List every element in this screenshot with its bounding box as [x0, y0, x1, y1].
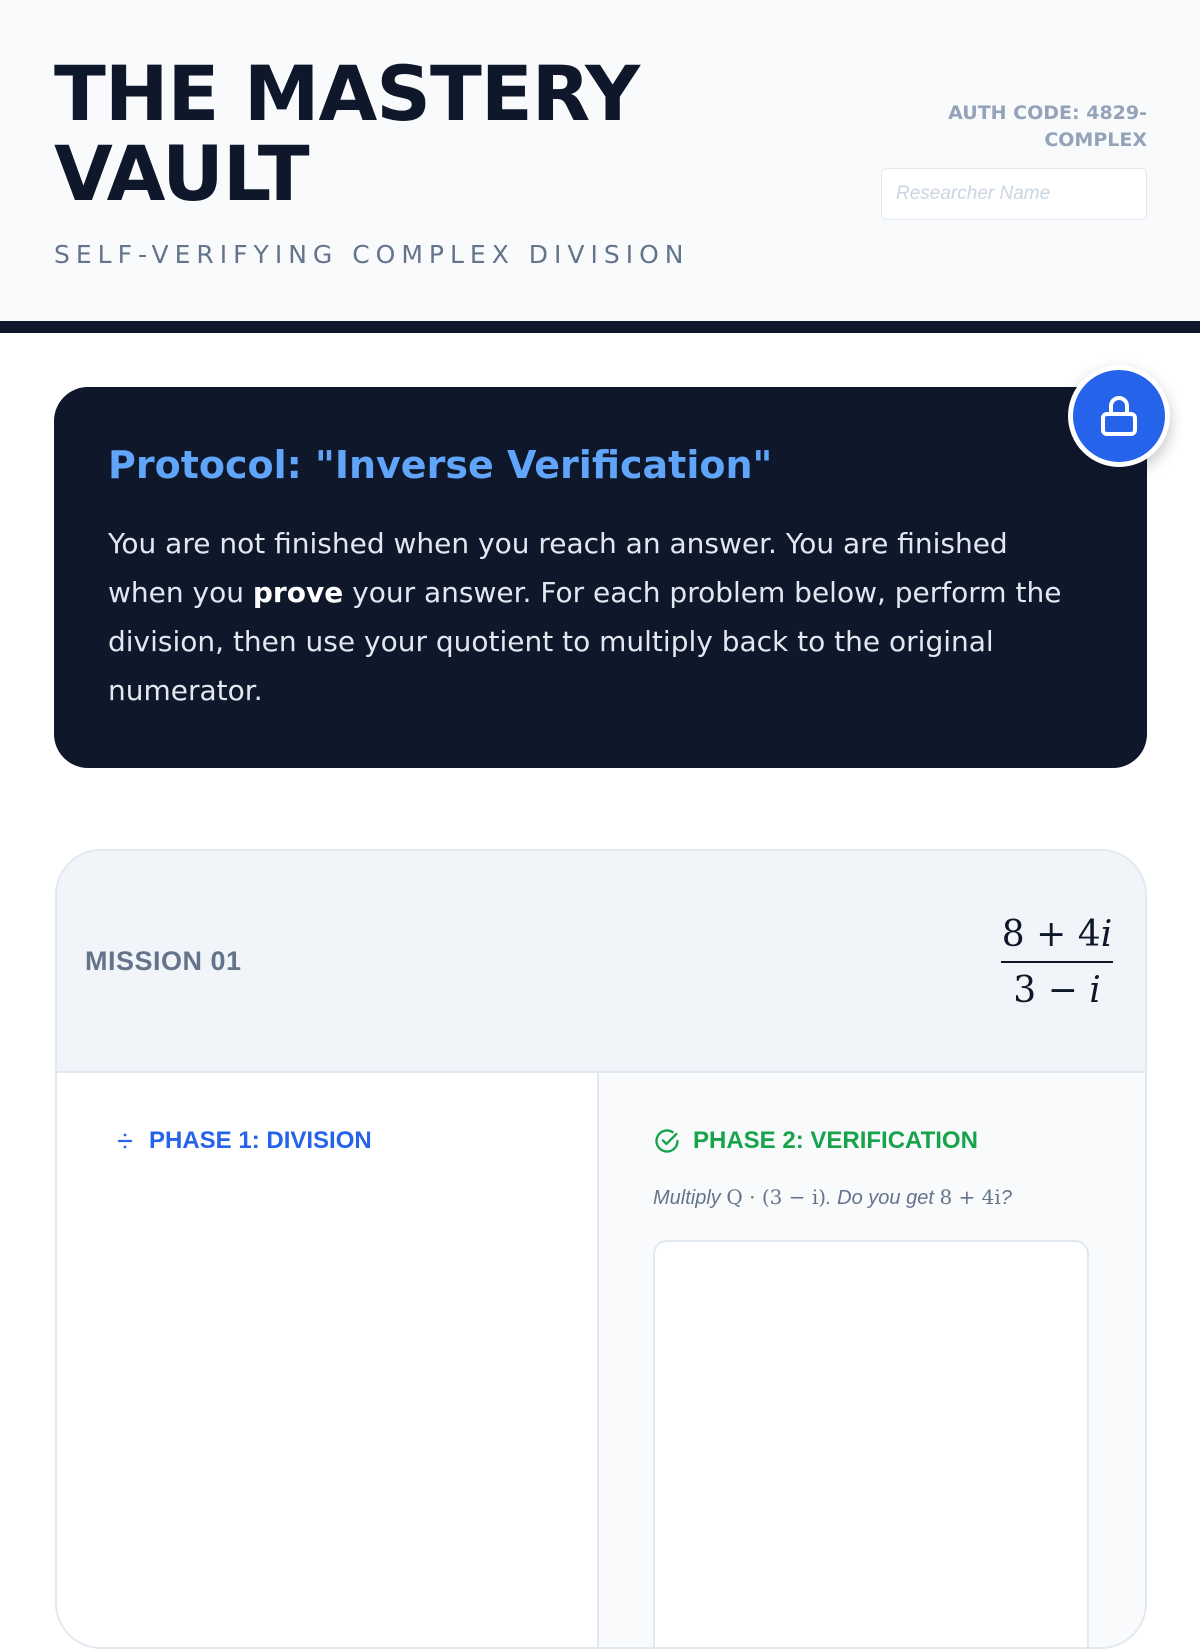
protocol-title: Protocol: "Inverse Verification": [108, 443, 773, 487]
page-title: THE MASTERY VAULT: [54, 49, 640, 218]
verification-workspace[interactable]: [653, 1240, 1089, 1649]
phase1-panel[interactable]: [57, 1073, 599, 1649]
fraction-bar: [1001, 961, 1113, 963]
numerator-imag-unit: i: [1100, 914, 1113, 955]
auth-code: AUTH CODE: 4829-COMPLEX: [948, 102, 1147, 151]
prompt-text-1: Multiply: [653, 1187, 727, 1209]
fraction-numerator: [1001, 913, 1113, 957]
lock-badge: [1068, 365, 1170, 467]
denominator-imag-unit: i: [1089, 970, 1101, 1011]
numerator-imag-coeff: 4: [1077, 914, 1101, 955]
page-header: [0, 0, 1200, 333]
fraction-denominator: [1001, 969, 1113, 1013]
numerator-real: 8: [1001, 914, 1025, 955]
phase1-label: PHASE 1: DIVISION: [149, 1127, 372, 1154]
phase2-label: PHASE 2: VERIFICATION: [693, 1127, 978, 1154]
verification-prompt: [653, 1185, 1012, 1210]
denominator-operator: −: [1047, 970, 1078, 1011]
lock-icon: [1095, 392, 1143, 440]
protocol-body-start: You are not finished when you reach an answer. You are finished when you: [108, 527, 1008, 609]
divide-icon: [113, 1129, 137, 1153]
numerator-operator: +: [1036, 914, 1067, 955]
researcher-name-input[interactable]: [881, 168, 1147, 220]
mission-card: [55, 849, 1147, 1649]
protocol-body-emphasis: prove: [252, 576, 344, 609]
denominator-real: 3: [1013, 970, 1037, 1011]
prompt-text-3: ?: [1000, 1187, 1012, 1209]
phase2-heading: [653, 1127, 978, 1155]
header-meta: [867, 100, 1147, 220]
phase2-panel: [599, 1073, 1147, 1649]
mission-header: [57, 851, 1145, 1073]
check-circle-icon: [653, 1127, 681, 1155]
protocol-body-end: your answer. For each problem below, perform the division, then use your quotient to multiply back to the original numerator.: [108, 576, 1062, 707]
phase1-heading: [113, 1127, 372, 1155]
mission-label: MISSION 01: [85, 946, 242, 976]
problem-fraction: [1001, 913, 1113, 1013]
page-subtitle: SELF-VERIFYING COMPLEX DIVISION: [54, 240, 690, 269]
protocol-body: [108, 519, 1068, 715]
brand-block: [54, 49, 754, 269]
protocol-card: [54, 387, 1147, 768]
prompt-text-2: . Do you get: [826, 1187, 940, 1209]
prompt-target: 8 + 4i: [939, 1185, 1001, 1209]
prompt-expression: Q · (3 − i): [726, 1185, 827, 1209]
